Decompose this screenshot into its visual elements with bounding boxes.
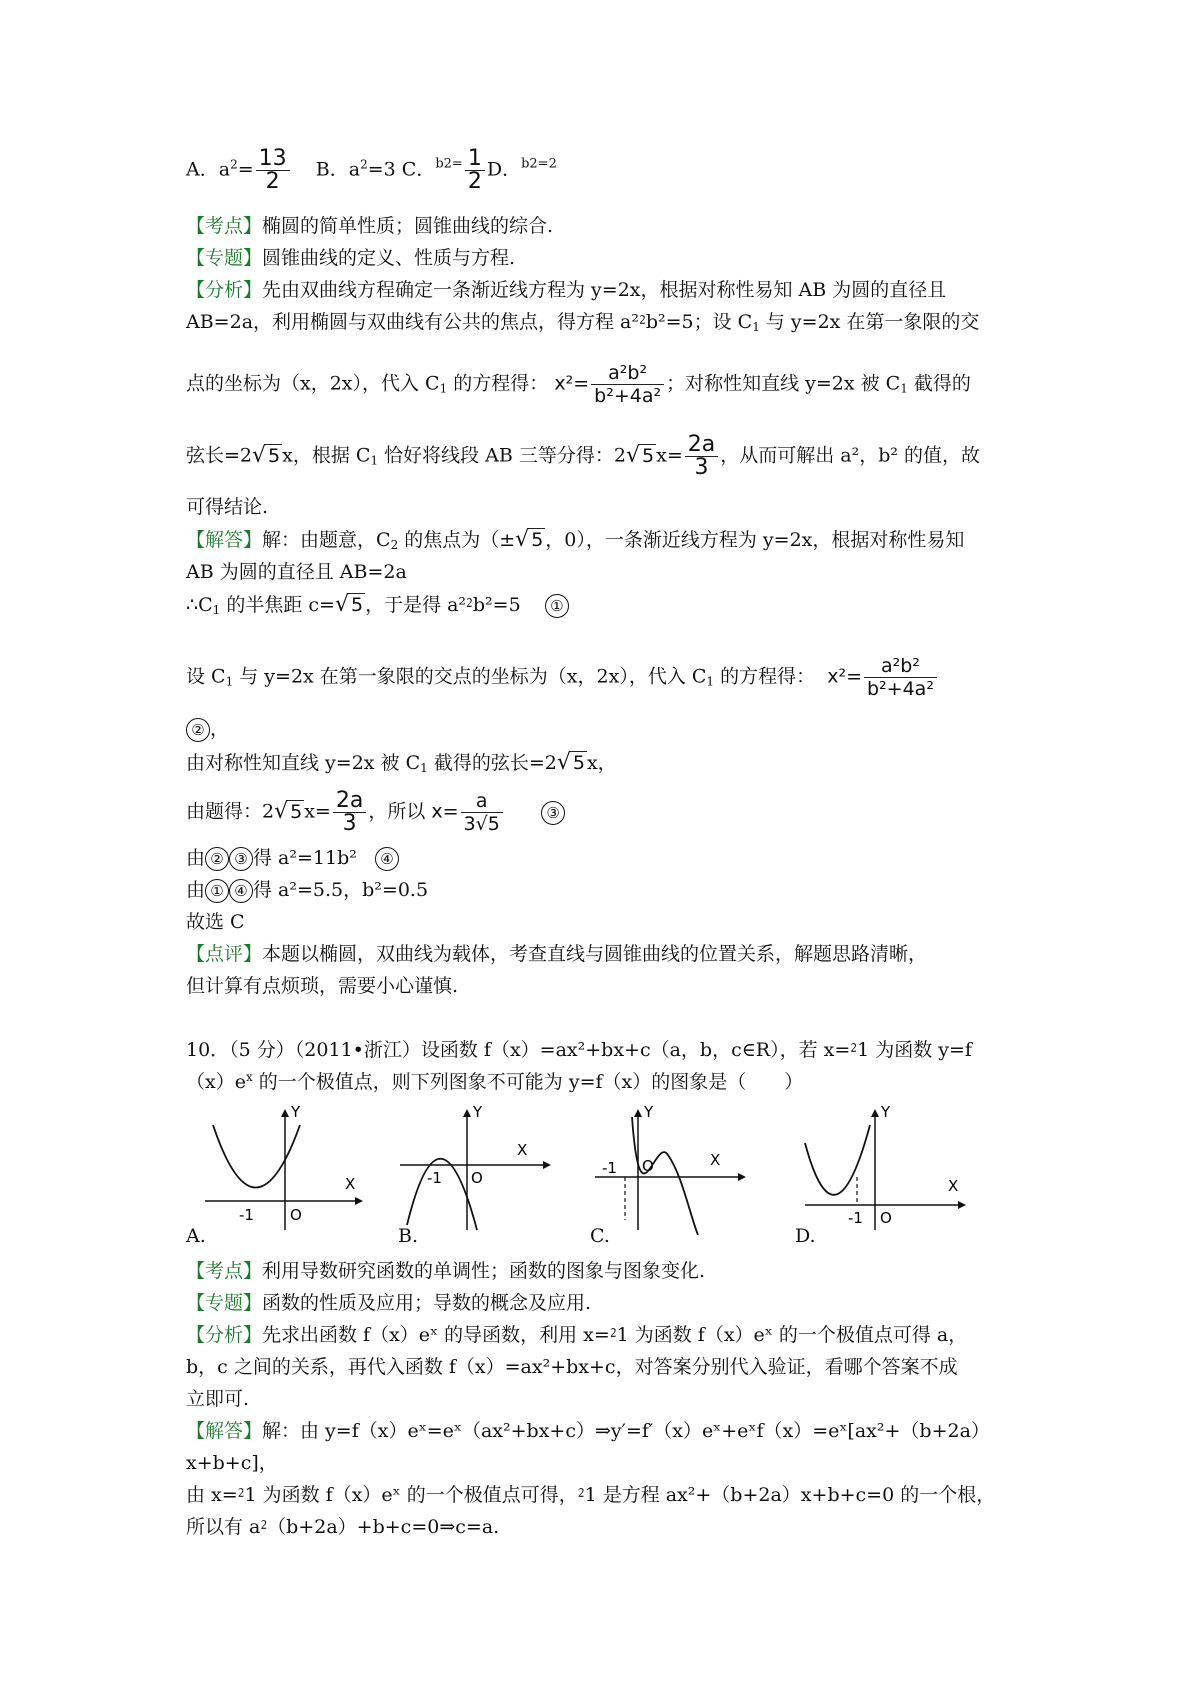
circled-four: ④ xyxy=(375,847,399,871)
zhuanti-2: 【专题】函数的性质及应用；导数的概念及应用. xyxy=(186,1292,592,1314)
graph-c xyxy=(590,1105,750,1235)
graph-d-x-label: X xyxy=(948,1177,959,1195)
option-d: b2=2 xyxy=(521,156,557,172)
kaodian-1: 【考点】椭圆的简单性质；圆锥曲线的综合. xyxy=(186,215,554,237)
jieda-1-line-2: AB 为圆的直径且 AB=2a xyxy=(186,561,407,583)
circled-one: ① xyxy=(545,594,569,618)
fenxi-1-line-5: 可得结论. xyxy=(186,496,269,518)
graph-c-x-label: X xyxy=(710,1151,721,1169)
fenxi-1-line-1: 【分析】先由双曲线方程确定一条渐近线方程为 y=2x，根据对称性易知 AB 为圆的直径且 xyxy=(186,279,947,301)
graph-a-x-label: X xyxy=(345,1175,356,1193)
graph-d-minus-one: -1 xyxy=(848,1209,863,1227)
graph-a xyxy=(205,1105,365,1235)
option-c-label: C． xyxy=(401,158,436,181)
jieda-2-line-2: x+b+c]， xyxy=(186,1452,278,1474)
jieda-2-line-3: 由 x=⁲1 为函数 f（x）eˣ 的一个极值点可得，⁲1 是方程 ax²+（b+2a）x+b+c=0 的一个根， xyxy=(186,1484,996,1506)
answer-options: A．$a^2=$ $\frac{13}{2}$ B．$a^2=3$ C．$^{b2=}$ $\frac{1}{2}$ D．$^{b2=2}$ xyxy=(186,146,557,194)
graph-b-y-label: Y xyxy=(473,1105,483,1121)
jieda-1-line-10: 故选 C xyxy=(186,911,245,933)
graph-c-y-label: Y xyxy=(644,1105,654,1121)
fenxi-1-line-3: 点的坐标为（x，2x），代入 $C_1$ 的方程得： x²= $\frac{\text{a²b²}}{\text{b²+4a²}}$ ；对称性知直线 y=2x 被 $C_1$ 截得的 xyxy=(186,362,971,407)
graph-a-origin: O xyxy=(290,1206,302,1224)
graph-b-x-label: X xyxy=(517,1141,528,1159)
graph-b-minus-one: -1 xyxy=(427,1169,442,1187)
fenxi-2-line-3: 立即可. xyxy=(186,1388,250,1410)
jieda-1-line-3: $\therefore C_1$ 的半焦距 c=√ 5 ，于是得 a²⁲b²=5 ① xyxy=(186,592,569,618)
graph-c-origin: O xyxy=(642,1157,654,1175)
graph-d-y-label: Y xyxy=(881,1105,891,1121)
jieda-1-line-5: ② ， xyxy=(186,716,229,742)
option-a-fraction: $\frac{13}{2}$ xyxy=(256,148,290,193)
question-10-line-2: $(x)e^x$ 的一个极值点，则下列图象不可能为 y=f（x）的图象是（ ） xyxy=(186,1070,804,1093)
graph-d-origin: O xyxy=(880,1209,892,1227)
jieda-1-line-9: 由 ① ④ 得 a²=5.5，b²=0.5 xyxy=(186,879,429,901)
graph-c-label: C. xyxy=(590,1225,610,1247)
graph-a-label: A. xyxy=(186,1225,206,1247)
fenxi-fraction: $\frac{\text{a²b²}}{\text{b²+4a²}}$ xyxy=(591,362,664,407)
kaodian-2: 【考点】利用导数研究函数的单调性；函数的图象与图象变化. xyxy=(186,1260,706,1282)
jieda-2-line-4: 所以有 a⁲（b+2a）+b+c=0⇒c=a. xyxy=(186,1516,500,1538)
option-b: B．a xyxy=(315,158,361,181)
option-a-label: A．a xyxy=(186,158,231,181)
dianping-1-line-1: 【点评】本题以椭圆，双曲线为载体，考查直线与圆锥曲线的位置关系，解题思路清晰， xyxy=(186,943,928,965)
graph-c-minus-one: -1 xyxy=(602,1159,617,1177)
fenxi-2-line-1: 【分析】先求出函数 f（x）eˣ 的导函数，利用 x=⁲1 为函数 f（x）eˣ 的一个极值点可得 a， xyxy=(186,1324,968,1346)
dianping-1-line-2: 但计算有点烦琐，需要小心谨慎. xyxy=(186,975,459,997)
jieda-1-line-6: 由对称性知直线 y=2x 被 $C_1$ 截得的弦长=2√ 5 x， xyxy=(186,750,617,775)
question-10-line-1: 10．（5 分）（2011•浙江）设函数 f（x）=ax²+bx+c（a，b，c∈R），若 x=⁲1 为函数 y=f xyxy=(186,1039,972,1061)
fenxi-2-line-2: b，c 之间的关系，再代入函数 f（x）=ax²+bx+c，对答案分别代入验证，看哪个答案不成 xyxy=(186,1356,958,1378)
jieda-2-line-1: 【解答】解：由 y=f（x）eˣ=eˣ（ax²+bx+c）⇒y′=f′（x）eˣ+eˣf（x）=eˣ[ax²+（b+2a） xyxy=(186,1420,990,1442)
jieda-1-line-8: 由 ② ③ 得 a²=11b² ④ xyxy=(186,845,399,871)
option-d-label: D． xyxy=(486,158,522,181)
graph-b-origin: O xyxy=(471,1169,483,1187)
circled-two: ② xyxy=(186,718,210,742)
zhuanti-1: 【专题】圆锥曲线的定义、性质与方程. xyxy=(186,247,516,269)
graph-d xyxy=(800,1105,970,1235)
graph-b xyxy=(395,1105,555,1235)
jieda-1-line-4: 设 $C_1$ 与 y=2x 在第一象限的交点的坐标为（x，2x），代入 $C_1$ 的方程得： x²= $\frac{\text{a²b²}}{\text{b²+4a²}}$ xyxy=(186,655,939,700)
graph-a-y-label: Y xyxy=(291,1105,301,1121)
fenxi-1-line-4: 弦长=2√ 5 x，根据 $C_1$ 恰好将线段 AB 三等分得：2√ 5 x= $\frac{2a}{3}$ ，从而可解出 a²，b² 的值，故 xyxy=(186,432,981,480)
circled-three: ③ xyxy=(541,801,565,825)
graph-b-label: B. xyxy=(398,1225,419,1247)
jieda-1-line-7: 由题得：2√ 5 x= $\frac{2a}{3}$ ，所以 x= $\frac{a}{3√5}$ ③ xyxy=(186,790,565,835)
jieda-1-line-1: 【解答】解：由题意，$C_2$ 的焦点为（±√ 5 ，0），一条渐近线方程为 y=2x，根据对称性易知 xyxy=(186,527,965,552)
fenxi-1-line-2: AB=2a，利用椭圆与双曲线有公共的焦点，得方程 a²⁲b²=5；设 $C_1$ 与 y=2x 在第一象限的交 xyxy=(186,311,980,334)
graph-a-minus-one: -1 xyxy=(239,1206,254,1224)
option-c-fraction: $\frac{1}{2}$ xyxy=(465,148,485,193)
graph-d-label: D. xyxy=(795,1225,816,1247)
